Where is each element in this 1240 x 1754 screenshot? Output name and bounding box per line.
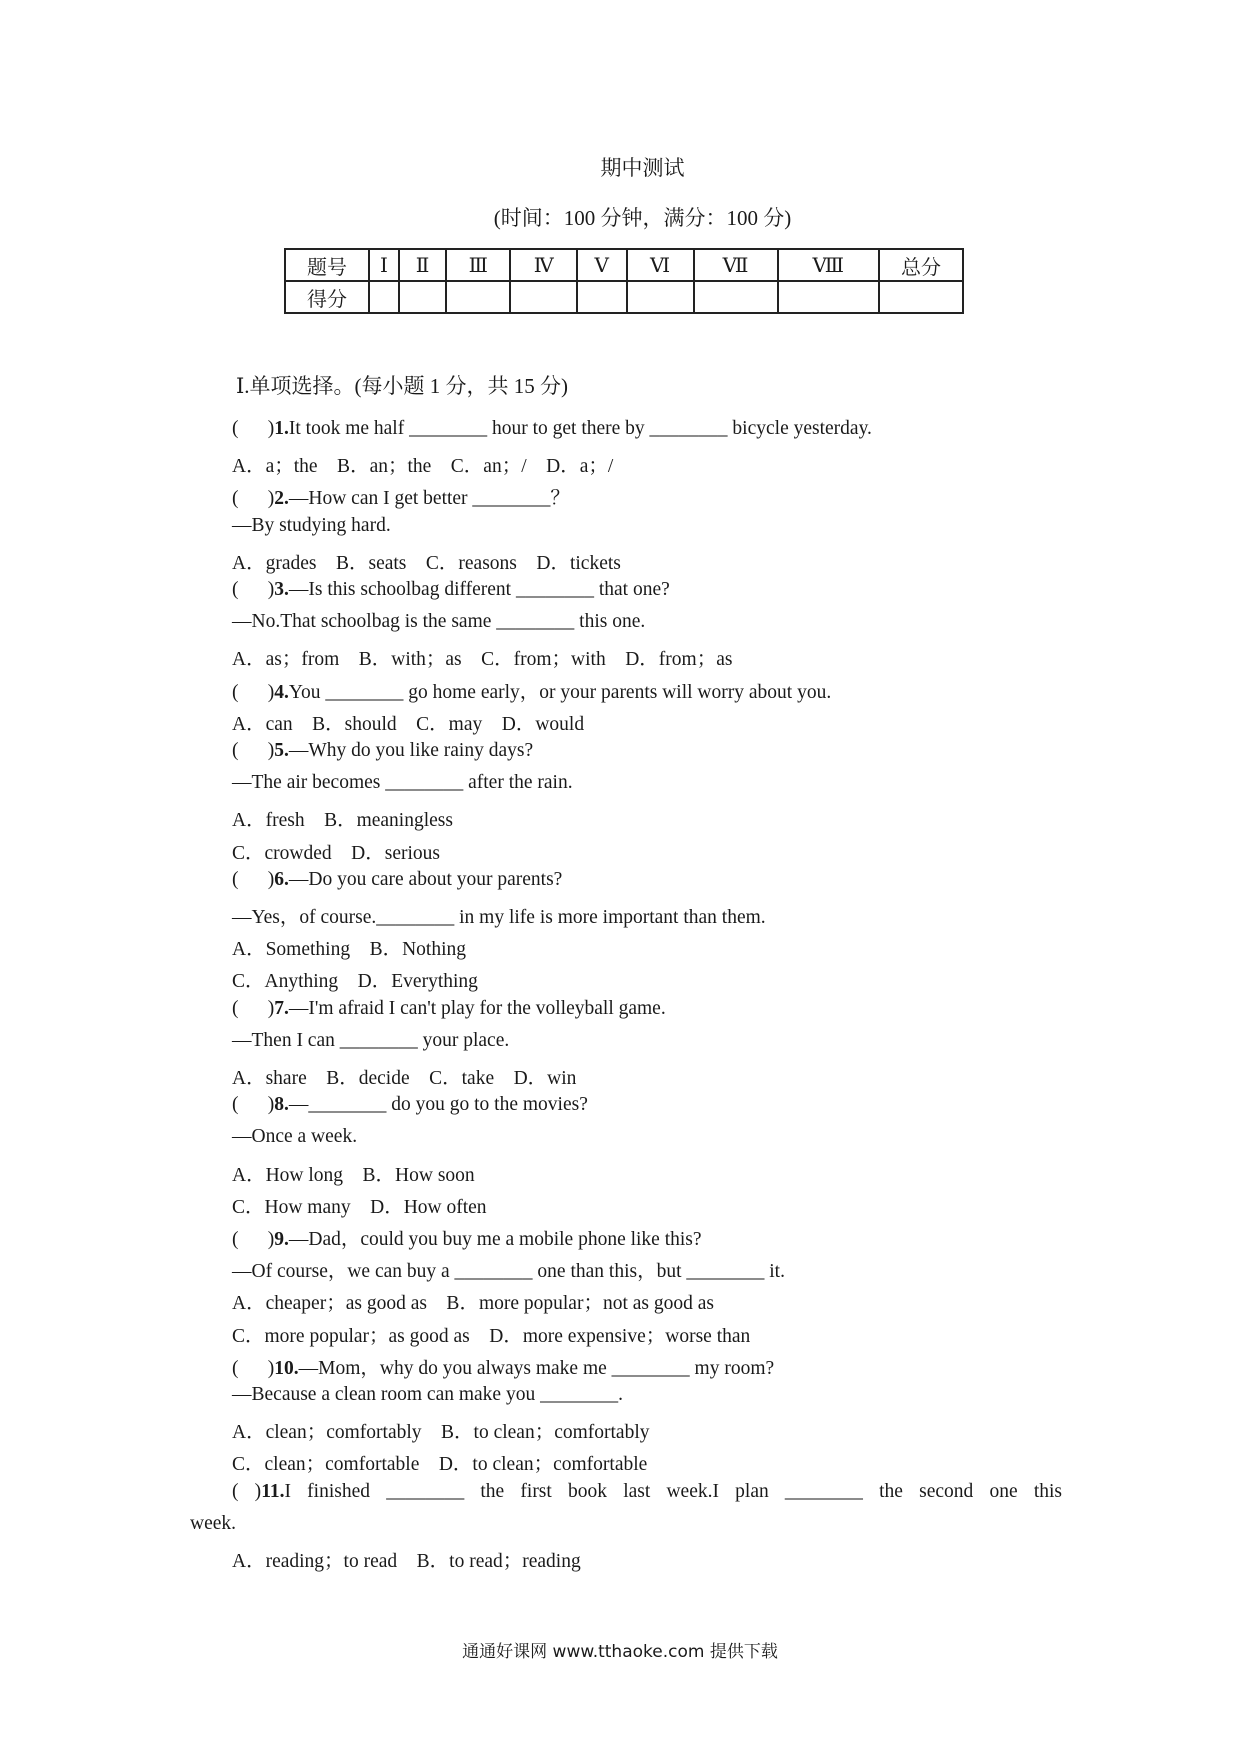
question-text: —Dad，could you buy me a mobile phone like this? [288, 1229, 702, 1250]
question-stem [232, 418, 872, 440]
question-number: 3. [274, 579, 289, 600]
question-number: 5. [274, 740, 289, 761]
dialogue-line: —Because a clean room can make you ________. [232, 1384, 623, 1405]
answer-options: A．fresh B．meaningless [232, 810, 453, 832]
score-table-cell: Ⅰ [369, 249, 399, 281]
score-table-cell: 总分 [879, 249, 963, 281]
question-stem [232, 676, 831, 704]
answer-paren[interactable]: ( ) [232, 1480, 262, 1502]
answer-options: C．more popular；as good as D．more expensive；worse than [232, 1325, 751, 1347]
answer-paren[interactable]: ( ) [232, 1357, 275, 1379]
score-input-cell[interactable] [399, 281, 446, 313]
question-text: I finished ________ the first book last week.I plan ________ the second one this [284, 1480, 1062, 1502]
score-table-score-row [285, 281, 963, 313]
question-text: It took me half ________ hour to get there by ________ bicycle yesterday. [288, 418, 872, 439]
dialogue-line: —Then I can ________ your place. [232, 1029, 510, 1051]
question-number: 7. [274, 997, 289, 1019]
answer-options: C．How many D．How often [232, 1196, 487, 1218]
answer-paren[interactable]: ( ) [232, 418, 275, 439]
question-stem [232, 1223, 702, 1251]
answer-options: A．clean；comfortably B．to clean；comfortably [232, 1422, 650, 1444]
score-input-cell[interactable] [627, 281, 694, 313]
score-table-cell: Ⅳ [510, 249, 576, 281]
question-number: 2. [274, 488, 289, 510]
dialogue-line: —Yes，of course.________ in my life is more important than them. [232, 907, 766, 928]
question-text: —Do you care about your parents? [288, 868, 563, 890]
score-table-header-row [285, 249, 963, 281]
score-table-cell: Ⅶ [694, 249, 778, 281]
score-table-cell: Ⅴ [577, 249, 627, 281]
answer-paren[interactable]: ( ) [232, 1229, 275, 1250]
page-title: 期中测试 [600, 156, 685, 180]
question-stem [232, 1352, 774, 1380]
score-input-cell[interactable] [694, 281, 778, 313]
dialogue-line: —No.That schoolbag is the same ________ this one. [232, 611, 646, 633]
answer-options: C．clean；comfortable D．to clean；comfortable [232, 1454, 648, 1476]
score-table-cell: 题号 [285, 249, 369, 281]
score-input-cell[interactable] [879, 281, 963, 313]
score-table-cell: Ⅷ [778, 249, 879, 281]
question-text: —Mom，why do you always make me ________ my room? [298, 1357, 775, 1379]
dialogue-line: —Of course，we can buy a ________ one than this，but ________ it. [232, 1261, 785, 1283]
question-number: 10. [274, 1357, 299, 1379]
question-number: 9. [274, 1229, 289, 1250]
dialogue-line: week. [190, 1512, 237, 1534]
answer-paren[interactable]: ( ) [232, 579, 275, 600]
dialogue-line: —The air becomes ________ after the rain. [232, 772, 573, 794]
answer-paren[interactable]: ( ) [232, 997, 275, 1019]
answer-options: A．Something B．Nothing [232, 939, 467, 961]
question-stem [232, 1094, 588, 1116]
question-number: 8. [274, 1094, 289, 1116]
question-stem [232, 1481, 1062, 1503]
question-text: —How can I get better ________？ [288, 488, 570, 510]
answer-paren[interactable]: ( ) [232, 740, 275, 761]
score-table-cell: Ⅱ [399, 249, 446, 281]
question-stem [232, 740, 533, 762]
exam-info: (时间：100 分钟，满分：100 分) [493, 206, 792, 230]
answer-paren[interactable]: ( ) [232, 681, 275, 703]
section-heading: Ⅰ.单项选择。(每小题 1 分，共 15 分) [236, 374, 569, 398]
score-input-cell[interactable] [446, 281, 510, 313]
answer-options: A．share B．decide C．take D．win [232, 1068, 577, 1089]
score-input-cell[interactable] [369, 281, 399, 313]
score-table-cell: Ⅵ [627, 249, 694, 281]
question-stem [232, 998, 666, 1020]
score-input-cell[interactable] [577, 281, 627, 313]
question-number: 6. [274, 868, 289, 890]
question-number: 1. [274, 418, 289, 439]
dialogue-line: —By studying hard. [232, 514, 391, 536]
question-stem [232, 482, 570, 510]
question-stem [232, 579, 670, 601]
question-text: —Is this schoolbag different ________ that one? [288, 579, 670, 600]
question-text: —________ do you go to the movies? [288, 1094, 588, 1116]
answer-options: A．a；the B．an；the C．an；/ D．a；/ [232, 456, 614, 478]
answer-options: C．Anything D．Everything [232, 971, 478, 993]
dialogue-line: —Once a week. [232, 1126, 358, 1148]
question-number: 11. [261, 1480, 285, 1502]
answer-options: A．How long B．How soon [232, 1164, 475, 1186]
score-row-label: 得分 [285, 281, 369, 313]
answer-paren[interactable]: ( ) [232, 1094, 275, 1116]
question-text: —Why do you like rainy days? [288, 740, 534, 761]
answer-paren[interactable]: ( ) [232, 868, 275, 890]
answer-options: A．grades B．seats C．reasons D．tickets [232, 552, 621, 574]
score-table [284, 248, 964, 314]
answer-options: A．as；from B．with；as C．from；with D．from；as [232, 649, 733, 671]
score-table-cell: Ⅲ [446, 249, 510, 281]
question-text: You ________ go home early，or your parents will worry about you. [288, 681, 832, 703]
answer-options: A．can B．should C．may D．would [232, 713, 585, 735]
answer-options: A．cheaper；as good as B．more popular；not as good as [232, 1293, 714, 1315]
footer-watermark: 通通好课网 www.tthaoke.com 提供下载 [462, 1642, 778, 1662]
answer-options: C．crowded D．serious [232, 842, 440, 864]
score-input-cell[interactable] [510, 281, 576, 313]
question-number: 4. [274, 681, 289, 703]
answer-options: A．reading；to read B．to read；reading [232, 1551, 581, 1572]
score-input-cell[interactable] [778, 281, 879, 313]
question-stem [232, 869, 562, 891]
question-text: —I'm afraid I can't play for the volleyball game. [288, 997, 666, 1019]
answer-paren[interactable]: ( ) [232, 488, 275, 510]
